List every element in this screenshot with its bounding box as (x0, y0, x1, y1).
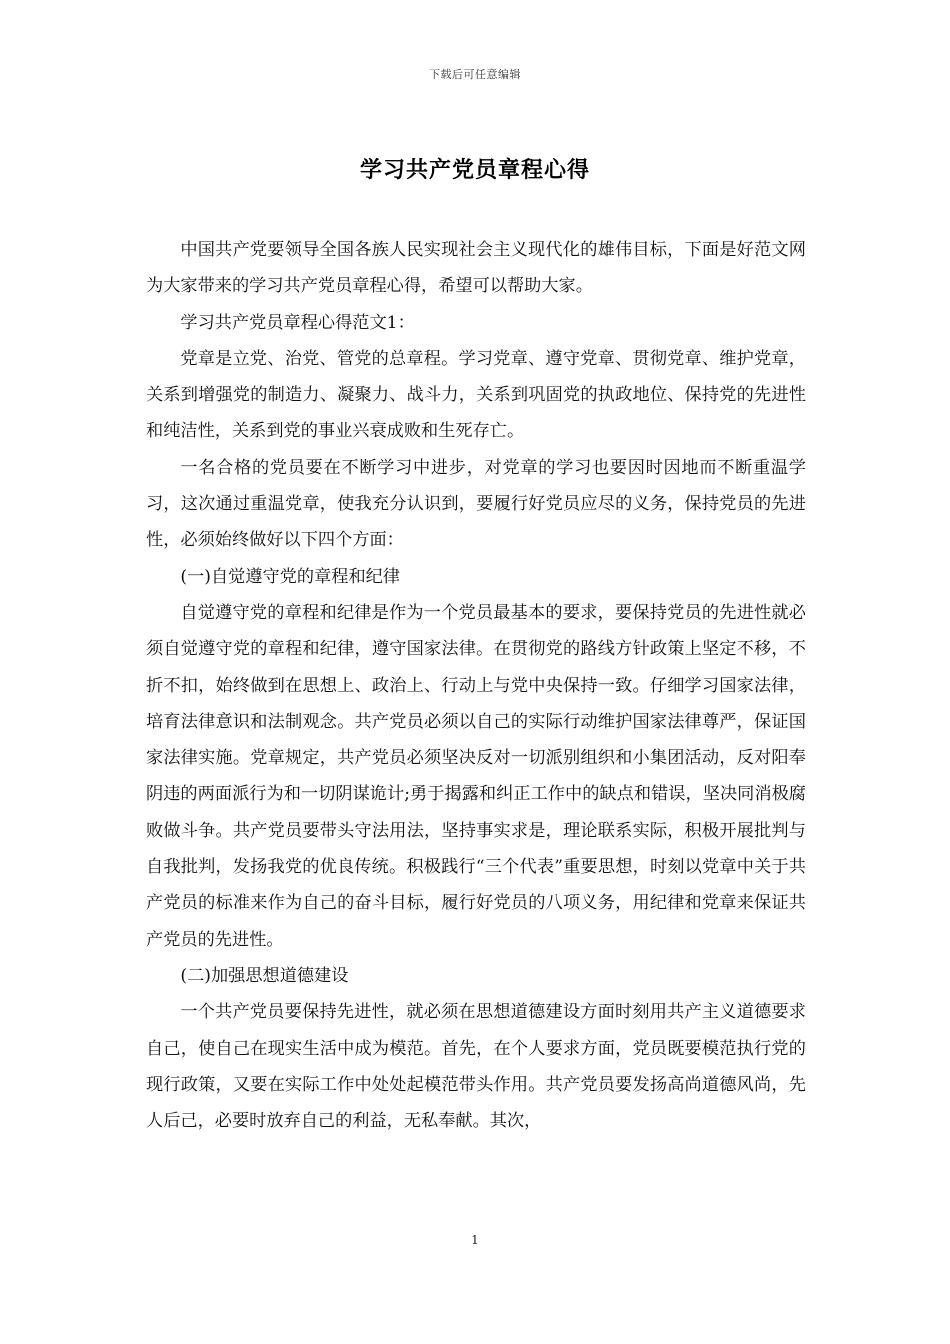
document-body (146, 232, 806, 1139)
paragraph-morality: 一个共产党员要保持先进性，就必须在思想道德建设方面时刻用共产主义道德要求自己，使自己在现实生活中成为模范。首先，在个人要求方面，党员既要模范执行党的现行政策，又要在实际工作中处处起模范带头作用。共产党员要发扬高尚道德风尚，先人后己，必要时放弃自己的利益，无私奉献。其次， (146, 1002, 806, 1132)
page-number: 1 (471, 1233, 479, 1247)
section-heading-2: (二)加强思想道德建设 (180, 965, 349, 986)
section-heading-1: (一)自觉遵守党的章程和纪律 (180, 566, 401, 587)
document-title: 学习共产党员章程心得 (359, 157, 590, 183)
paragraph-intro: 中国共产党要领导全国各族人民实现社会主义现代化的雄伟目标，下面是好范文网为大家带来的学习共产党员章程心得，希望可以帮助大家。 (146, 240, 806, 297)
paragraph-discipline: 自觉遵守党的章程和纪律是作为一个党员最基本的要求，要保持党员的先进性就必须自觉遵守党的章程和纪律，遵守国家法律。在贯彻党的路线方针政策上坚定不移，不折不扣，始终做到在思想上、政治上、行动上与党中央保持一致。仔细学习国家法律，培育法律意识和法制观念。共产党员必须以自己的实际行动维护国家法律尊严，保证国家法律实施。党章规定，共产党员必须坚决反对一切派别组织和小集团活动，反对阳奉阴违的两面派行为和一切阴谋诡计;勇于揭露和纠正工作中的缺点和错误，坚决同消极腐败做斗争。共产党员要带头守法用法，坚持事实求是，理论联系实际，积极开展批判与自我批判，发扬我党的优良传统。积极践行“三个代表”重要思想，时刻以党章中关于共产党员的标准来作为自己的奋斗目标，履行好党员的八项义务，用纪律和党章来保证共产党员的先进性。 (146, 602, 806, 950)
paragraph-sample-heading: 学习共产党员章程心得范文1： (180, 312, 415, 333)
paragraph-party-constitution: 党章是立党、治党、管党的总章程。学习党章、遵守党章、贯彻党章、维护党章，关系到增强党的制造力、凝聚力、战斗力，关系到巩固党的执政地位、保持党的先进性和纯洁性，关系到党的事业兴衰成败和生死存亡。 (146, 348, 806, 442)
paragraph-qualified-member: 一名合格的党员要在不断学习中进步，对党章的学习也要因时因地而不断重温学习，这次通过重温党章，使我充分认识到，要履行好党员应尽的义务，保持党员的先进性，必须始终做好以下四个方面： (146, 457, 806, 551)
header-note: 下载后可任意编辑 (429, 68, 521, 81)
